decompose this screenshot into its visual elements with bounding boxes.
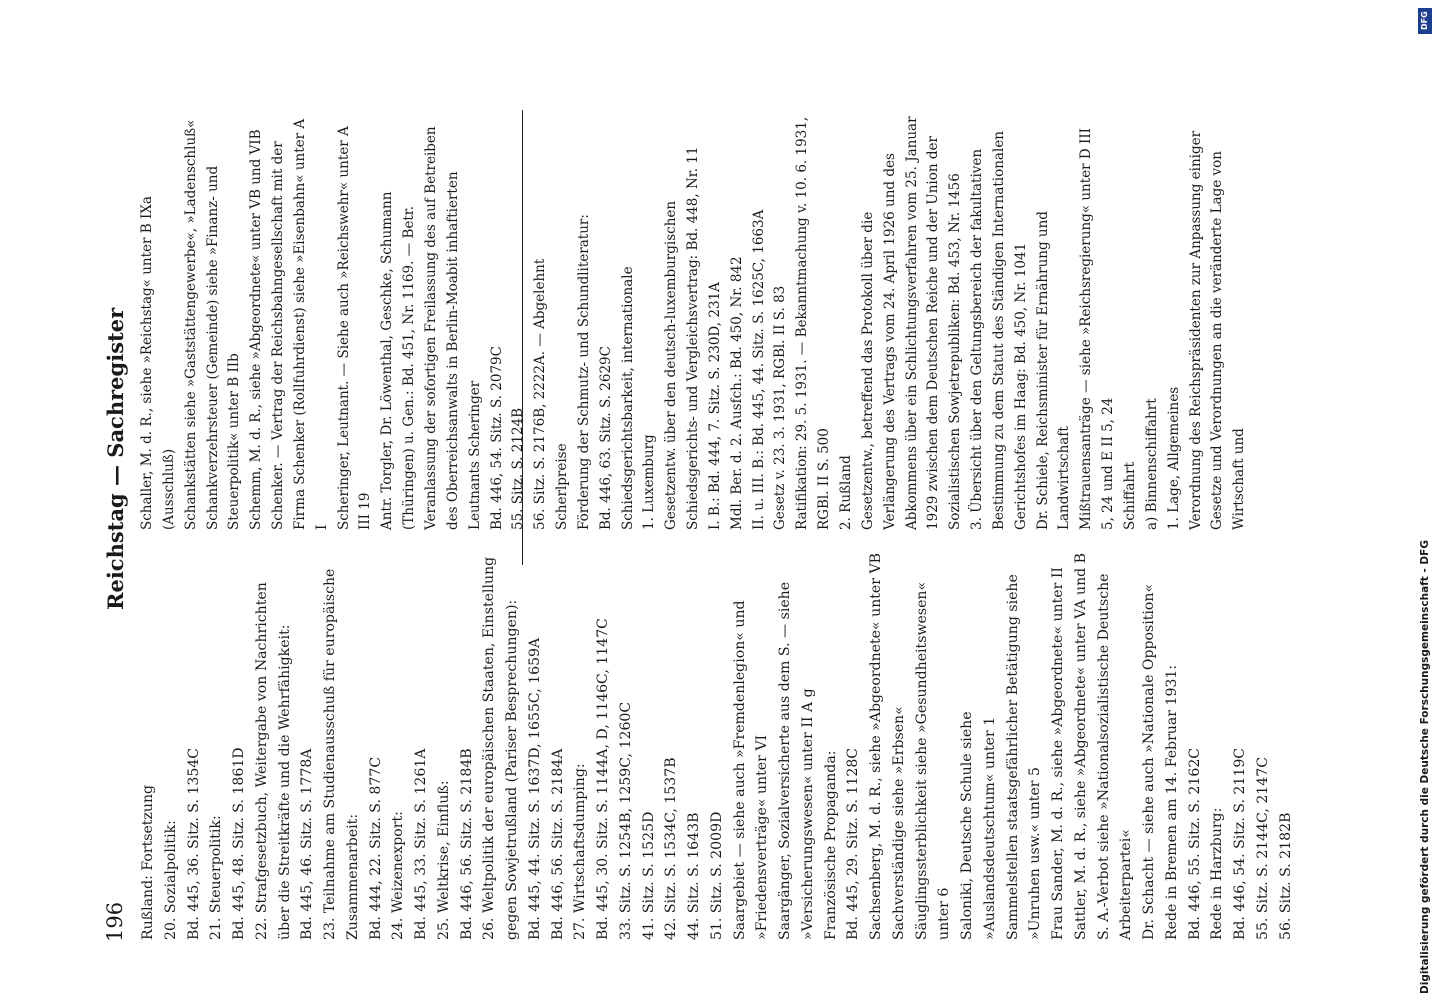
rotated-page-content: [97, 110, 1327, 960]
dfg-logo: DFG: [1418, 8, 1432, 34]
index-entry: Säuglingssterblichkeit siehe »Gesundheitswesen« unter 6: [913, 581, 953, 940]
index-entry: Rußland: Fortsetzung: [140, 784, 156, 940]
index-entry: Dr. Schiele, Reichsminister für Ernährung und Landwirtschaft Mißtrauensanträge — siehe »Reichsregierung« unter D III 5, 24 und E II 5, 24: [1034, 128, 1117, 530]
index-entry: Schankstätten siehe »Gaststättengewerbe«, »Ladenschluß«: [182, 119, 199, 530]
index-entry: 23. Teilnahme am Studienausschuß für europäische Zusammenarbeit: Bd. 444, 22. Sitz. S. 877C: [322, 568, 384, 940]
left-column: [137, 545, 1297, 940]
dfg-side-note: [1416, 6, 1434, 994]
index-entry: Saargebiet — siehe auch »Fremdenlegion« und »Friedensverträge« unter VI Saargänger, Sozialversicherte aus dem S. — siehe »Versicherungswesen« unter II A g Französische Propaganda: Bd. 445, 29. Sitz. S. 1128C: [731, 581, 862, 940]
index-entry: 1. Luxemburg Gesetzentw. über den deutsch-luxemburgischen Schiedsgerichts- und Vergleichsvertrag: Bd. 448, Nr. 11 I. B.: Bd. 444, 7. Sitz. S. 230D, 231A Mdl. Ber. d. 2. Ausfch.: Bd. 450, Nr. 842 II. u. III. B.: Bd. 445, 44. Sitz. S. 1625C, 1663A Gesetz v. 23. 3. 1931, RGBl. II S. 83 Ratifikation: 29. 5. 1931. — Bekanntmachung v. 10. 6. 1931, RGBl. II S. 500: [641, 116, 833, 530]
index-entry: 25. Weltkrise, Einfluß: Bd. 446, 56. Sitz. S. 2184B: [435, 748, 475, 940]
index-entry: 21. Steuerpolitik: Bd. 445, 48. Sitz. S. 1861D: [208, 747, 247, 940]
index-entry: Schankverzehrsteuer (Gemeinde) siehe »Finanz- und Steuerpolitik« unter B IIb: [204, 165, 243, 530]
right-column: [137, 115, 1251, 530]
page-header: [97, 110, 137, 960]
index-entry: 26. Weltpolitik der europäischen Staaten, Einstellung gegen Sowjetrußland (Pariser Besprechungen): Bd. 445, 44. Sitz. S. 1637D, 1655C, 1659A Bd. 446, 56. Sitz. S. 2184A: [481, 556, 566, 940]
index-entry: Scheringer, Leutnant. — Siehe auch »Reichswehr« unter A III 19 Antr. Torgler, Dr. Löwenthal, Geschke, Schumann (Thüringen) u. Gen.: Bd. 451, Nr. 1169. — Betr. Veranlassung der sofortigen Freilassung des auf Betreiben des Oberreichsanwalts in Berlin-Moabit inhaftierten Leutnants Scheringer Bd. 446, 54. Sitz. S. 2079C 55. Sitz. S. 2124B 56. Sitz. S. 2176B, 2222A. — Abgelehnt: [335, 126, 549, 530]
index-entry: 3. Übersicht über den Geltungsbereich der fakultativen Bestimmung zu dem Statut des Ständigen Internationalen Gerichtshofes im Haag: Bd. 450, Nr. 1041: [969, 131, 1029, 530]
index-entry: Dr. Schacht — siehe auch »Nationale Opposition« Rede in Bremen am 14. Februar 1931: Bd. 446, 55. Sitz. S. 2162C Rede in Harzburg: Bd. 446, 54. Sitz. S. 2119C 55. Sitz. S. 2144C, 2147C 56. Sitz. S. 2182B: [1141, 583, 1294, 940]
dfg-funding-note: Digitalisierung gefördert durch die Deutsche Forschungsgemeinschaft - DFG: [1419, 540, 1431, 994]
index-entry: 20. Sozialpolitik: Bd. 445, 36. Sitz. S. 1354C: [162, 747, 202, 940]
index-entry: Sammelstellen staatsgefährlicher Betätigung siehe »Unruhen usw.« unter 5: [1004, 574, 1044, 940]
index-entry: Schemm, M. d. R., siehe »Abgeordnete« unter VB und VIB: [248, 129, 265, 530]
index-entry: 24. Weizenexport: Bd. 445, 33. Sitz. S. 1261A: [390, 748, 429, 940]
index-entry: 27. Wirtschaftsdumping: Bd. 445, 30. Sitz. S. 1144A, D, 1146C, 1147C 33. Sitz. S. 1254B, 1259C, 1260C 41. Sitz. S. 1525D 42. Sitz. S. 1534C, 1537B 44. Sitz. S. 1643B 51. Sitz. S. 2009D: [572, 618, 725, 940]
running-title: Reichstag — Sachregister: [103, 307, 128, 610]
page-number: 196: [103, 901, 127, 942]
index-entry: Scherlpreise Förderung der Schmutz- und Schundliteratur: Bd. 446, 63. Sitz. S. 2629C: [554, 214, 614, 530]
index-entry: Schiffahrt a) Binnenschiffahrt 1. Lage, Allgemeines Verordnung des Reichspräsidenten zur Anpassung einiger Gesetze und Verordnungen an die veränderte Lage von Wirtschaft und: [1121, 130, 1248, 530]
index-entry: Schiedsgerichtsbarkeit, internationale: [619, 266, 636, 530]
index-entry: 2. Rußland Gesetzentw., betreffend das Protokoll über die Verlängerung des Vertrags vom 24. April 1926 und des Abkommens über ein Schlichtungsverfahren vom 25. Januar 1929 zwischen dem Deutschen Reiche und der Union der Sozialistischen Sowjetrepubliken: Bd. 453, Nr. 1456: [838, 116, 964, 530]
index-entry: Sattler, M. d. R., siehe »Abgeordnete« unter VA und B: [1072, 552, 1089, 940]
index-entry: Sachsenberg, M. d. R., siehe »Abgeordnete« unter VB: [868, 552, 884, 940]
index-entry: Schaller, M. d. R., siehe »Reichstag« unter B IXa (Ausschluß): [139, 196, 177, 530]
index-entry: Frau Sander, M. d. R., siehe »Abgeordnete« unter II: [1050, 567, 1066, 940]
index-entry: Sachverständige siehe »Erbsen«: [890, 706, 907, 940]
index-entry: Schenker. — Vertrag der Reichsbahngesellschaft mit der Firma Schenker (Rollfuhrdienst) siehe »Eisenbahn« unter A I: [270, 118, 330, 530]
index-entry: S. A.-Verbot siehe »Nationalsozialistische Deutsche Arbeiterpartei«: [1095, 573, 1135, 940]
index-entry: 22. Strafgesetzbuch, Weitergabe von Nachrichten über die Streitkräfte und die Wehrfähigkeit: Bd. 445, 46. Sitz. S. 1778A: [253, 582, 316, 940]
index-entry: Saloniki, Deutsche Schule siehe »Auslandsdeutschtum« unter 1: [959, 711, 998, 940]
